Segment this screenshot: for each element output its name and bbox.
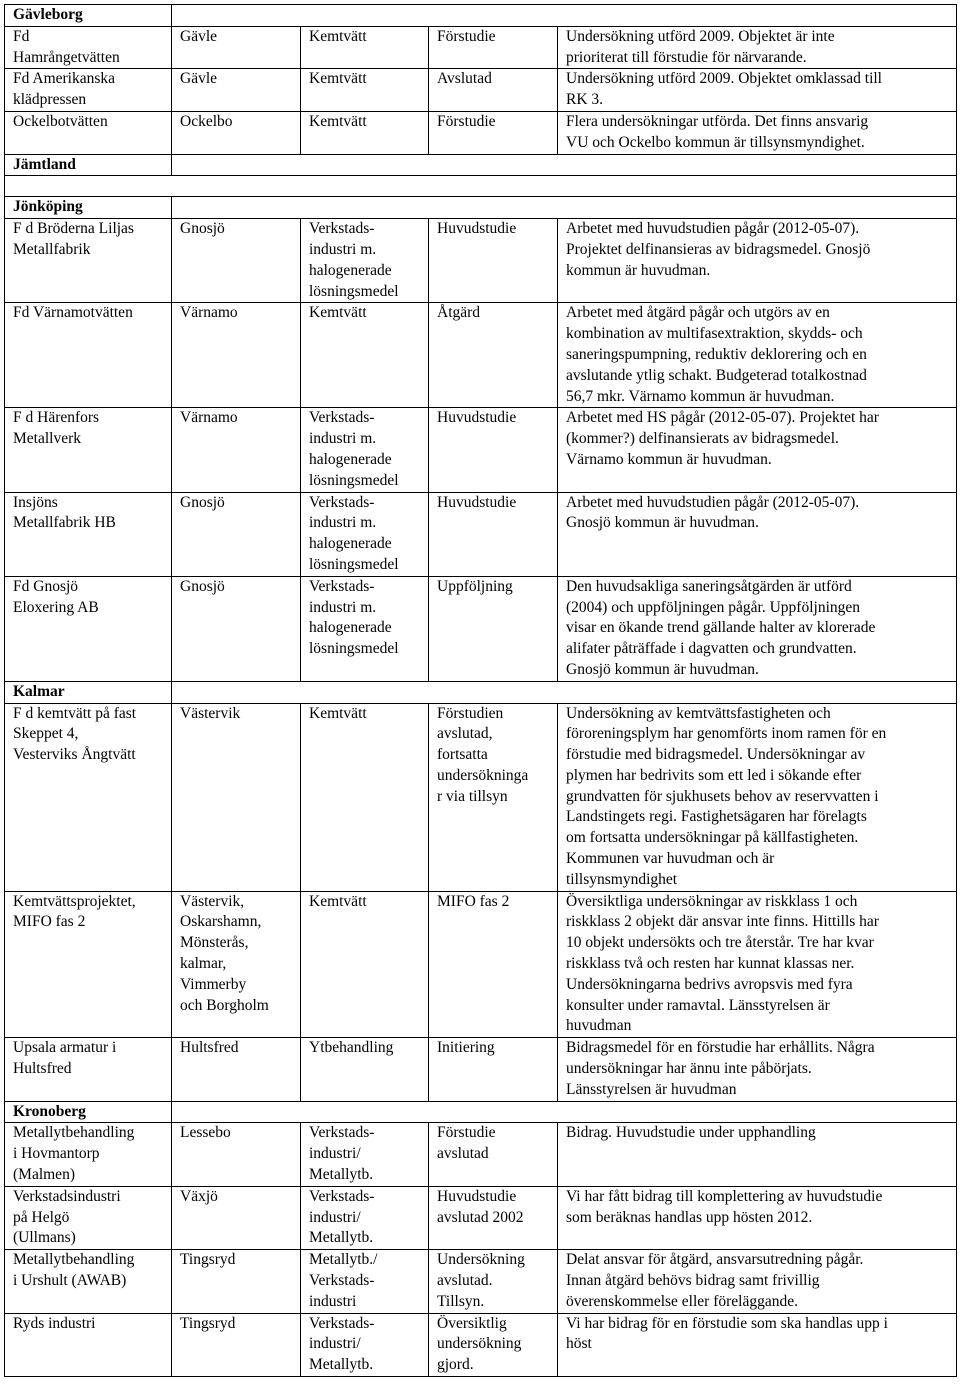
- status-cell: Avslutad: [429, 69, 558, 112]
- object-cell: Kemtvättsprojektet, MIFO fas 2: [5, 891, 172, 1038]
- table-row: [5, 219, 957, 303]
- region-row-empty-cell: [172, 1101, 957, 1123]
- comment-cell: Översiktliga undersökningar av riskklass 1 och riskklass 2 objekt där ansvar inte finns. Hittills har 10 objekt undersökts och tre återstår. Tre har kvar riskklass två och resten har kunnat klassas ner. Undersökningarna bedrivs avropsvis med fyra konsulter under ramavtal. Länsstyrelsen är huvudman: [558, 891, 957, 1038]
- remediation-table: [4, 4, 957, 1377]
- industry-cell: Verkstads- industri/ Metallytb.: [301, 1313, 429, 1376]
- comment-cell: Undersökning av kemtvättsfastigheten och föroreningsplym har genomförts inom ramen för en förstudie med bidragsmedel. Undersökningar av plymen har bedrivits som ett led i sökande efter grundvatten för sjukhusets behov av reservvatten i Landstingets regi. Fastighetsägaren har förelagts om fortsatta undersökningar på källfastigheten. Kommunen var huvudman och är tillsynsmyndighet: [558, 703, 957, 891]
- municipality-cell: Västervik: [172, 703, 301, 891]
- comment-cell: Arbetet med huvudstudien pågår (2012-05-07). Gnosjö kommun är huvudman.: [558, 492, 957, 576]
- comment-cell: Undersökning utförd 2009. Objektet omklassad till RK 3.: [558, 69, 957, 112]
- municipality-cell: Gävle: [172, 69, 301, 112]
- municipality-cell: Gnosjö: [172, 492, 301, 576]
- table-row: [5, 1186, 957, 1249]
- region-row: [5, 154, 957, 176]
- object-cell: F d Bröderna Liljas Metallfabrik: [5, 219, 172, 303]
- industry-cell: Kemtvätt: [301, 69, 429, 112]
- industry-cell: Kemtvätt: [301, 111, 429, 154]
- comment-cell: Vi har bidrag för en förstudie som ska handlas upp i höst: [558, 1313, 957, 1376]
- object-cell: Fd Amerikanska klädpressen: [5, 69, 172, 112]
- municipality-cell: Lessebo: [172, 1123, 301, 1186]
- object-cell: Fd Värnamotvätten: [5, 303, 172, 408]
- table-row: [5, 69, 957, 112]
- status-cell: Förstudie avslutad: [429, 1123, 558, 1186]
- region-row-empty-cell: [172, 197, 957, 219]
- industry-cell: Kemtvätt: [301, 303, 429, 408]
- spacer-cell: [5, 176, 957, 197]
- region-row: [5, 681, 957, 703]
- region-row-empty-cell: [172, 154, 957, 176]
- status-cell: Förstudie: [429, 26, 558, 69]
- object-cell: Ryds industri: [5, 1313, 172, 1376]
- industry-cell: Verkstads- industri m. halogenerade lösningsmedel: [301, 492, 429, 576]
- status-cell: Huvudstudie: [429, 492, 558, 576]
- status-cell: Uppföljning: [429, 576, 558, 681]
- region-row: [5, 5, 957, 27]
- municipality-cell: Växjö: [172, 1186, 301, 1249]
- object-cell: F d kemtvätt på fast Skeppet 4, Vesterviks Ångtvätt: [5, 703, 172, 891]
- table-row: [5, 1250, 957, 1313]
- comment-cell: Flera undersökningar utförda. Det finns ansvarig VU och Ockelbo kommun är tillsynsmyndighet.: [558, 111, 957, 154]
- status-cell: MIFO fas 2: [429, 891, 558, 1038]
- status-cell: Huvudstudie avslutad 2002: [429, 1186, 558, 1249]
- region-row: [5, 197, 957, 219]
- region-heading: Jönköping: [5, 197, 172, 219]
- municipality-cell: Tingsryd: [172, 1313, 301, 1376]
- region-heading: Kronoberg: [5, 1101, 172, 1123]
- industry-cell: Verkstads- industri/ Metallytb.: [301, 1123, 429, 1186]
- object-cell: Ockelbotvätten: [5, 111, 172, 154]
- industry-cell: Kemtvätt: [301, 891, 429, 1038]
- status-cell: Översiktlig undersökning gjord.: [429, 1313, 558, 1376]
- industry-cell: Verkstads- industri m. halogenerade lösningsmedel: [301, 219, 429, 303]
- municipality-cell: Hultsfred: [172, 1038, 301, 1101]
- comment-cell: Arbetet med åtgärd pågår och utgörs av en kombination av multifasextraktion, skydds- och saneringspumpning, reduktiv deklorering och en avslutande ytlig schakt. Budgeterad totalkostnad 56,7 mkr. Värnamo kommun är huvudman.: [558, 303, 957, 408]
- industry-cell: Kemtvätt: [301, 703, 429, 891]
- municipality-cell: Gnosjö: [172, 219, 301, 303]
- table-row: [5, 26, 957, 69]
- region-heading: Gävleborg: [5, 5, 172, 27]
- comment-cell: Arbetet med HS pågår (2012-05-07). Projektet har (kommer?) delfinansierats av bidragsmedel. Värnamo kommun är huvudman.: [558, 408, 957, 492]
- comment-cell: Delat ansvar för åtgärd, ansvarsutredning pågår. Innan åtgärd behövs bidrag samt frivillig överenskommelse eller föreläggande.: [558, 1250, 957, 1313]
- table-row: [5, 1313, 957, 1376]
- status-cell: Huvudstudie: [429, 408, 558, 492]
- table-body: [5, 5, 957, 1377]
- municipality-cell: Värnamo: [172, 408, 301, 492]
- table-row: [5, 303, 957, 408]
- table-row: [5, 576, 957, 681]
- table-row: [5, 891, 957, 1038]
- comment-cell: Bidrag. Huvudstudie under upphandling: [558, 1123, 957, 1186]
- table-row: [5, 703, 957, 891]
- municipality-cell: Tingsryd: [172, 1250, 301, 1313]
- comment-cell: Undersökning utförd 2009. Objektet är inte prioriterat till förstudie för närvarande.: [558, 26, 957, 69]
- status-cell: Förstudie: [429, 111, 558, 154]
- object-cell: Fd Hamrångetvätten: [5, 26, 172, 69]
- comment-cell: Bidragsmedel för en förstudie har erhållits. Några undersökningar har ännu inte påbörjats. Länsstyrelsen är huvudman: [558, 1038, 957, 1101]
- region-heading: Kalmar: [5, 681, 172, 703]
- industry-cell: Verkstads- industri m. halogenerade lösningsmedel: [301, 576, 429, 681]
- status-cell: Undersökning avslutad. Tillsyn.: [429, 1250, 558, 1313]
- object-cell: Insjöns Metallfabrik HB: [5, 492, 172, 576]
- region-row-empty-cell: [172, 681, 957, 703]
- table-row: [5, 111, 957, 154]
- comment-cell: Vi har fått bidrag till komplettering av huvudstudie som beräknas handlas upp hösten 2012.: [558, 1186, 957, 1249]
- comment-cell: Den huvudsakliga saneringsåtgärden är utförd (2004) och uppföljningen pågår. Uppföljningen visar en ökande trend gällande halter av klorerade alifater påträffade i dagvatten och grundvatten. Gnosjö kommun är huvudman.: [558, 576, 957, 681]
- industry-cell: Verkstads- industri m. halogenerade lösningsmedel: [301, 408, 429, 492]
- table-row: [5, 1123, 957, 1186]
- empty-region-spacer-row: [5, 176, 957, 197]
- industry-cell: Kemtvätt: [301, 26, 429, 69]
- municipality-cell: Västervik, Oskarshamn, Mönsterås, kalmar, Vimmerby och Borgholm: [172, 891, 301, 1038]
- region-row: [5, 1101, 957, 1123]
- comment-cell: Arbetet med huvudstudien pågår (2012-05-07). Projektet delfinansieras av bidragsmedel. Gnosjö kommun är huvudman.: [558, 219, 957, 303]
- table-row: [5, 492, 957, 576]
- table-row: [5, 408, 957, 492]
- status-cell: Förstudien avslutad, fortsatta undersökninga r via tillsyn: [429, 703, 558, 891]
- status-cell: Huvudstudie: [429, 219, 558, 303]
- industry-cell: Ytbehandling: [301, 1038, 429, 1101]
- municipality-cell: Ockelbo: [172, 111, 301, 154]
- object-cell: Upsala armatur i Hultsfred: [5, 1038, 172, 1101]
- industry-cell: Metallytb./ Verkstads- industri: [301, 1250, 429, 1313]
- municipality-cell: Gnosjö: [172, 576, 301, 681]
- object-cell: Metallytbehandling i Hovmantorp (Malmen): [5, 1123, 172, 1186]
- object-cell: Fd Gnosjö Eloxering AB: [5, 576, 172, 681]
- municipality-cell: Gävle: [172, 26, 301, 69]
- object-cell: Metallytbehandling i Urshult (AWAB): [5, 1250, 172, 1313]
- object-cell: F d Härenfors Metallverk: [5, 408, 172, 492]
- region-row-empty-cell: [172, 5, 957, 27]
- status-cell: Åtgärd: [429, 303, 558, 408]
- region-heading: Jämtland: [5, 154, 172, 176]
- municipality-cell: Värnamo: [172, 303, 301, 408]
- status-cell: Initiering: [429, 1038, 558, 1101]
- object-cell: Verkstadsindustri på Helgö (Ullmans): [5, 1186, 172, 1249]
- table-row: [5, 1038, 957, 1101]
- industry-cell: Verkstads- industri/ Metallytb.: [301, 1186, 429, 1249]
